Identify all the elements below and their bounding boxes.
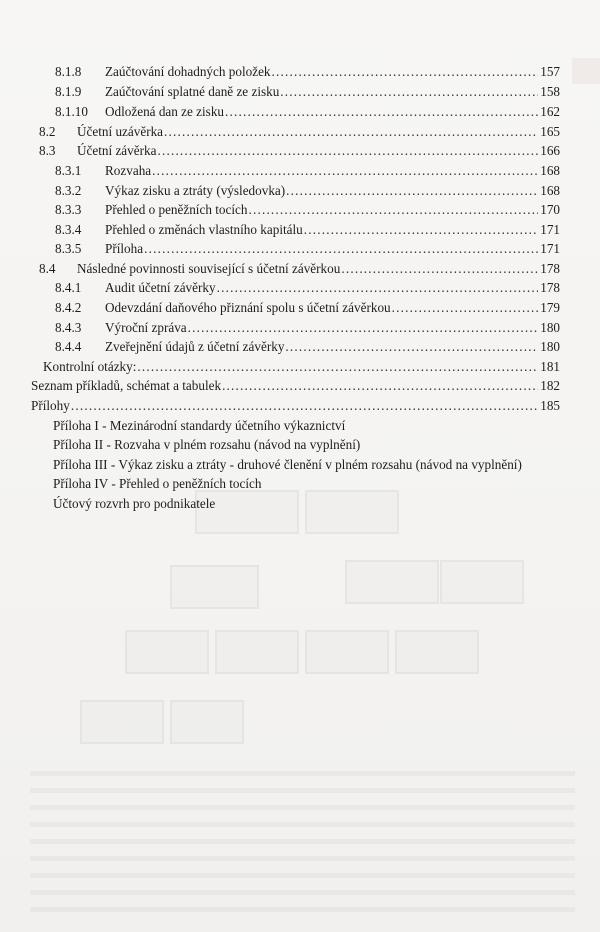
toc-dot-leader [285,337,538,357]
toc-dot-leader [272,62,539,82]
attachment-item[interactable]: Příloha I - Mezinárodní standardy účetního výkaznictví [53,418,346,433]
toc-entry-number: 8.4.1 [55,280,82,295]
toc-entry-title: Výroční zpráva [105,320,187,335]
toc-entry-title: Přílohy [31,398,70,413]
toc-dot-leader [157,141,538,161]
toc-dot-leader [304,220,538,240]
toc-entry-title: Odevzdání daňového přiznání spolu s účetní závěrkou [105,300,391,315]
attachment-item[interactable]: Účtový rozvrh pro podnikatele [53,496,216,511]
toc-entry[interactable] [39,141,560,161]
toc-entry-title: Následné povinnosti související s účetní závěrkou [77,261,341,276]
toc-dot-leader [144,239,538,259]
toc-dot-leader [225,102,538,122]
toc-entry[interactable] [55,337,560,357]
show-through-box [305,630,389,674]
toc-entry-title: Kontrolní otázky: [43,359,137,374]
toc-entry-title: Výkaz zisku a ztráty (výsledovka) [105,183,286,198]
toc-entry-title: Odložená dan ze zisku [105,104,225,119]
show-through-box [215,630,299,674]
toc-entry[interactable] [55,102,560,122]
toc-entry-number: 8.3 [39,143,56,158]
toc-entry-title: Zaúčtování splatné daně ze zisku [105,84,280,99]
toc-entry-number: 8.3.5 [55,241,82,256]
show-through-box [170,565,259,609]
toc-entry-number: 8.4.2 [55,300,82,315]
toc-entry-page: 168 [540,183,560,198]
toc-entry-title: Seznam příkladů, schémat a tabulek [31,378,222,393]
toc-entry-page: 165 [540,124,560,139]
toc-dot-leader [392,298,539,318]
toc-entry-number: 8.2 [39,124,56,139]
toc-entry[interactable] [31,376,560,396]
toc-entry-page: 168 [540,163,560,178]
toc-dot-leader [137,357,538,377]
show-through-box [170,700,244,744]
toc-entry-title: Příloha [105,241,144,256]
toc-entry-title: Zaúčtování dohadných položek [105,64,271,79]
toc-entry-page: 180 [540,320,560,335]
toc-entry-page: 179 [540,300,560,315]
toc-dot-leader [341,259,538,279]
toc-entry-number: 8.3.4 [55,222,82,237]
toc-entry-title: Přehled o změnách vlastního kapitálu [105,222,303,237]
attachment-item[interactable]: Příloha III - Výkaz zisku a ztráty - druhové členění v plném rozsahu (návod na vyplnění) [53,457,522,472]
show-through-box [125,630,209,674]
toc-entry[interactable] [55,82,560,102]
toc-entry[interactable] [55,318,560,338]
show-through-box [305,490,399,534]
show-through-box [395,630,479,674]
toc-entry-page: 180 [540,339,560,354]
toc-entry[interactable] [31,396,560,416]
attachment-item[interactable]: Příloha II - Rozvaha v plném rozsahu (návod na vyplnění) [53,437,361,452]
show-through-box [80,700,164,744]
toc-entry[interactable] [55,239,560,259]
toc-entry-number: 8.3.1 [55,163,82,178]
toc-dot-leader [286,181,538,201]
toc-entry-page: 166 [540,143,560,158]
toc-entry[interactable] [55,278,560,298]
toc-dot-leader [217,278,539,298]
show-through-box [345,560,439,604]
toc-entry-title: Přehled o peněžních tocích [105,202,248,217]
toc-entry-page: 162 [540,104,560,119]
toc-entry-number: 8.1.9 [55,84,82,99]
toc-dot-leader [280,82,538,102]
toc-entry-number: 8.1.10 [55,104,88,119]
toc-entry[interactable] [43,357,560,377]
toc-dot-leader [71,396,538,416]
toc-entry[interactable] [55,298,560,318]
toc-entry-page: 178 [540,261,560,276]
toc-entry[interactable] [55,161,560,181]
toc-entry[interactable] [55,181,560,201]
toc-entry-number: 8.1.8 [55,64,82,79]
toc-dot-leader [164,122,538,142]
toc-entry-number: 8.4 [39,261,56,276]
toc-entry-page: 157 [540,64,560,79]
toc-entry[interactable] [39,122,560,142]
toc-entry-title: Účetní závěrka [77,143,157,158]
toc-entry[interactable] [55,220,560,240]
toc-entry-page: 182 [540,378,560,393]
toc-dot-leader [248,200,538,220]
attachment-item[interactable]: Příloha IV - Přehled o peněžních tocích [53,476,262,491]
toc-dot-leader [152,161,538,181]
toc-entry-page: 158 [540,84,560,99]
toc-entry-page: 178 [540,280,560,295]
toc-entry-page: 171 [540,222,560,237]
toc-entry-page: 185 [540,398,560,413]
show-through-box [440,560,524,604]
toc-entry-page: 170 [540,202,560,217]
toc-entry-title: Rozvaha [105,163,152,178]
toc-entry-title: Audit účetní závěrky [105,280,216,295]
toc-dot-leader [188,318,539,338]
show-through-text [30,765,575,915]
toc-entry-title: Zveřejnění údajů z účetní závěrky [105,339,285,354]
toc-entry-number: 8.3.3 [55,202,82,217]
toc-entry-page: 181 [540,359,560,374]
toc-entry[interactable] [39,259,560,279]
toc-entry-page: 171 [540,241,560,256]
toc-entry-title: Účetní uzávěrka [77,124,164,139]
toc-entry-number: 8.4.3 [55,320,82,335]
show-through-tab [572,58,600,84]
toc-entry[interactable] [55,62,560,82]
toc-dot-leader [222,376,538,396]
toc-entry-number: 8.3.2 [55,183,82,198]
toc-entry-number: 8.4.4 [55,339,82,354]
toc-entry[interactable] [55,200,560,220]
